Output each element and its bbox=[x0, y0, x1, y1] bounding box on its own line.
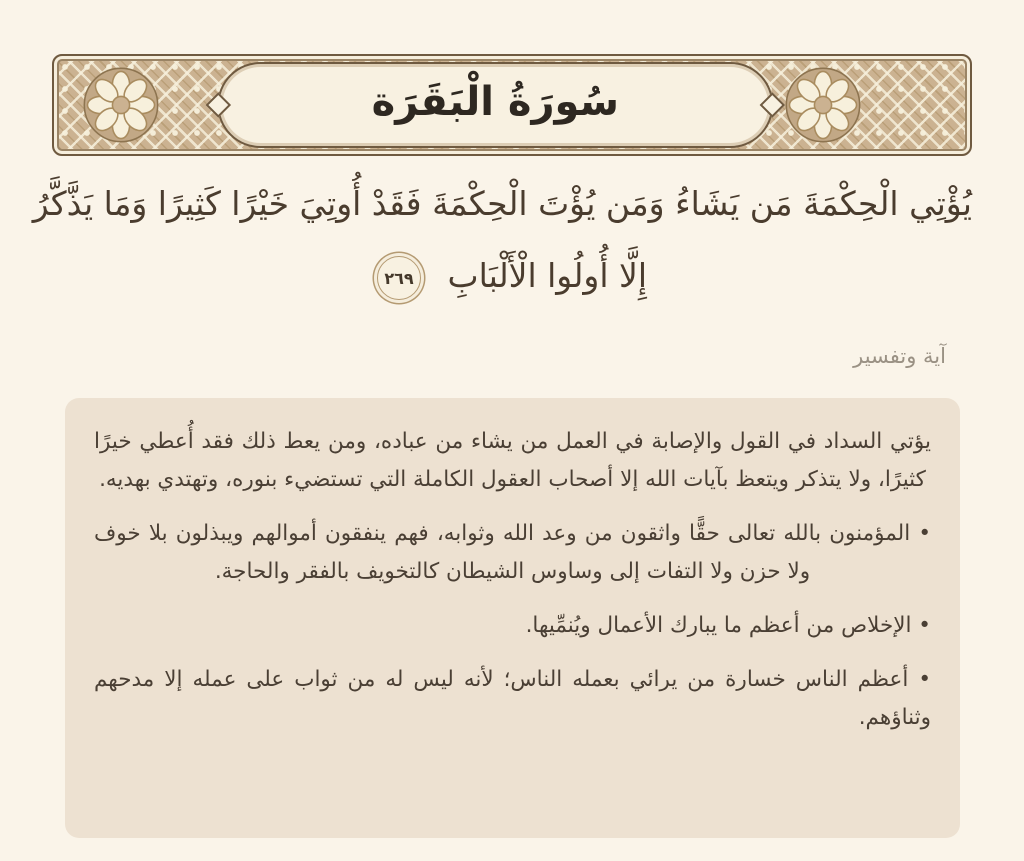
verse-line-2-text: إِلَّا أُولُوا الْأَلْبَابِ bbox=[447, 256, 647, 295]
ayah-number: ٢٦٩ bbox=[384, 268, 414, 288]
verse-line-1: يُؤْتِي الْحِكْمَةَ مَن يَشَاءُ وَمَن يُؤْتَ الْحِكْمَةَ فَقَدْ أُوتِيَ خَيْرًا كَثِيرًا وَمَا يَذَّكَّرُ bbox=[32, 184, 972, 223]
tafsir-paragraph: • الإخلاص من أعظم ما يبارك الأعمال ويُنمِّيها. bbox=[525, 613, 931, 638]
ayah-end-marker bbox=[377, 256, 421, 300]
surah-title: سُورَةُ الْبَقَرَة bbox=[371, 79, 619, 125]
tafsir-panel bbox=[65, 398, 960, 838]
surah-header-ornament bbox=[52, 54, 972, 156]
rosette-icon bbox=[82, 66, 160, 144]
rosette-icon bbox=[784, 66, 862, 144]
verse-line-2 bbox=[52, 240, 972, 312]
tafsir-paragraph: يؤتي السداد في القول والإصابة في العمل من يشاء من عباده، ومن يعط ذلك فقد أُعطي خيرًا كثيرًا، ولا يتذكر ويتعظ بآيات الله إلا أصحاب العقول الكاملة التي تستضيء بنوره، وتهتدي بهديه. bbox=[94, 429, 931, 492]
tafsir-paragraph: • أعظم الناس خسارة من يرائي بعمله الناس؛ لأنه ليس له من ثواب على عمله إلا مدحهم وثناؤهم. bbox=[94, 667, 931, 730]
tafsir-paragraph: • المؤمنون بالله تعالى حقًّا واثقون من وعد الله وثوابه، فهم ينفقون أموالهم ويبذلون بلا خوف ولا حزن ولا التفات إلى وساوس الشيطان كالتخويف بالفقر والحاجة. bbox=[94, 521, 931, 584]
quran-verse bbox=[32, 168, 972, 312]
surah-title-cartouche bbox=[217, 62, 773, 148]
section-label: آية وتفسير bbox=[853, 344, 946, 368]
